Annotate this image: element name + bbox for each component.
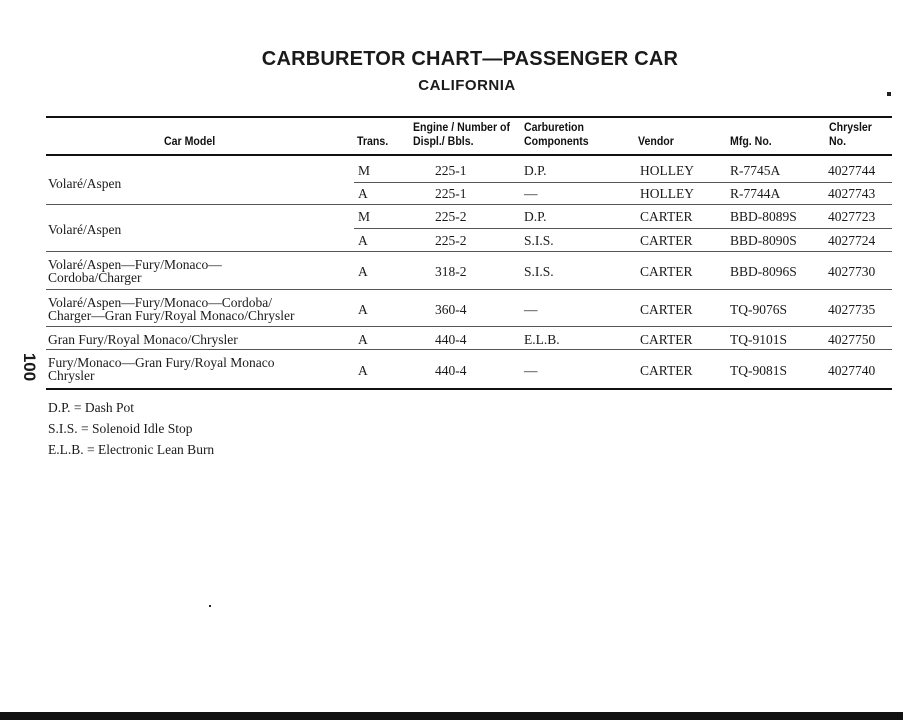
header-car-model: Car Model — [164, 136, 216, 148]
trans-cell: A — [358, 332, 368, 347]
trans-cell: M — [358, 209, 371, 224]
row-divider — [354, 228, 892, 229]
chrysler-cell: 4027744 — [828, 163, 876, 178]
trans-cell: A — [358, 302, 368, 317]
carb-cell: D.P. — [524, 209, 547, 224]
carb-cell: — — [524, 302, 538, 317]
page-subtitle: CALIFORNIA — [418, 77, 516, 94]
vendor-cell: CARTER — [640, 264, 693, 279]
trans-cell: M — [358, 163, 371, 178]
carb-cell: E.L.B. — [524, 332, 560, 347]
page-title: CARBURETOR CHART—PASSENGER CAR — [261, 48, 679, 70]
carb-cell: — — [524, 363, 538, 378]
scan-speck — [887, 92, 891, 96]
vendor-cell: CARTER — [640, 302, 693, 317]
header-chrysler-line1: Chrysler — [829, 122, 872, 134]
car-model-cell: Volaré/Aspen—Fury/Monaco— — [48, 257, 222, 272]
chrysler-cell: 4027723 — [828, 209, 876, 224]
mfg-cell: BBD-8096S — [730, 264, 797, 279]
vendor-cell: HOLLEY — [640, 186, 694, 201]
group-divider — [46, 349, 892, 350]
group-divider — [46, 326, 892, 327]
trans-cell: A — [358, 363, 368, 378]
engine-cell: 225-1 — [435, 163, 467, 178]
mfg-cell: TQ-9101S — [730, 332, 787, 347]
header-vendor: Vendor — [638, 136, 674, 148]
scan-speck — [209, 605, 211, 607]
vendor-cell: CARTER — [640, 233, 693, 248]
carb-cell: S.I.S. — [524, 264, 554, 279]
car-model-cell: Volaré/Aspen — [48, 176, 122, 191]
table-top-rule — [46, 116, 892, 118]
engine-cell: 440-4 — [435, 332, 467, 347]
group-divider — [46, 204, 892, 205]
mfg-cell: BBD-8089S — [730, 209, 797, 224]
header-engine-line2: Displ./ Bbls. — [413, 136, 474, 148]
row-divider — [354, 182, 892, 183]
car-model-cell: Fury/Monaco—Gran Fury/Royal Monaco — [48, 355, 275, 370]
legend-item: D.P. = Dash Pot — [48, 400, 135, 415]
carb-cell: — — [524, 186, 538, 201]
chrysler-cell: 4027735 — [828, 302, 876, 317]
trans-cell: A — [358, 264, 368, 279]
group-divider — [46, 251, 892, 252]
table-bottom-rule — [46, 388, 892, 390]
chrysler-cell: 4027740 — [828, 363, 876, 378]
header-trans: Trans. — [357, 136, 389, 148]
car-model-cell: Volaré/Aspen—Fury/Monaco—Cordoba/ — [48, 295, 272, 310]
carb-cell: D.P. — [524, 163, 547, 178]
vendor-cell: HOLLEY — [640, 163, 694, 178]
chrysler-cell: 4027724 — [828, 233, 876, 248]
chrysler-cell: 4027743 — [828, 186, 876, 201]
engine-cell: 440-4 — [435, 363, 467, 378]
engine-cell: 318-2 — [435, 264, 467, 279]
mfg-cell: R-7744A — [730, 186, 781, 201]
header-carb-line2: Components — [524, 136, 589, 148]
engine-cell: 225-2 — [435, 233, 467, 248]
scan-bottom-edge — [0, 712, 903, 720]
header-engine-line1: Engine / Number of — [413, 122, 510, 134]
vendor-cell: CARTER — [640, 363, 693, 378]
vendor-cell: CARTER — [640, 332, 693, 347]
vendor-cell: CARTER — [640, 209, 693, 224]
car-model-cell: Chrysler — [48, 368, 95, 383]
header-bottom-rule — [46, 154, 892, 156]
trans-cell: A — [358, 186, 368, 201]
chrysler-cell: 4027730 — [828, 264, 876, 279]
chrysler-cell: 4027750 — [828, 332, 876, 347]
engine-cell: 225-2 — [435, 209, 467, 224]
legend-item: S.I.S. = Solenoid Idle Stop — [48, 421, 193, 436]
header-carb-line1: Carburetion — [524, 122, 584, 134]
mfg-cell: R-7745A — [730, 163, 781, 178]
mfg-cell: TQ-9081S — [730, 363, 787, 378]
trans-cell: A — [358, 233, 368, 248]
engine-cell: 360-4 — [435, 302, 467, 317]
car-model-cell: Charger—Gran Fury/Royal Monaco/Chrysler — [48, 308, 295, 323]
group-divider — [46, 289, 892, 290]
car-model-cell: Cordoba/Charger — [48, 270, 142, 285]
legend-item: E.L.B. = Electronic Lean Burn — [48, 442, 215, 457]
car-model-cell: Gran Fury/Royal Monaco/Chrysler — [48, 332, 238, 347]
engine-cell: 225-1 — [435, 186, 467, 201]
header-mfg-no: Mfg. No. — [730, 136, 772, 148]
mfg-cell: BBD-8090S — [730, 233, 797, 248]
car-model-cell: Volaré/Aspen — [48, 222, 122, 237]
carb-cell: S.I.S. — [524, 233, 554, 248]
mfg-cell: TQ-9076S — [730, 302, 787, 317]
page-number: 100 — [20, 352, 39, 382]
header-chrysler-line2: No. — [829, 136, 847, 148]
